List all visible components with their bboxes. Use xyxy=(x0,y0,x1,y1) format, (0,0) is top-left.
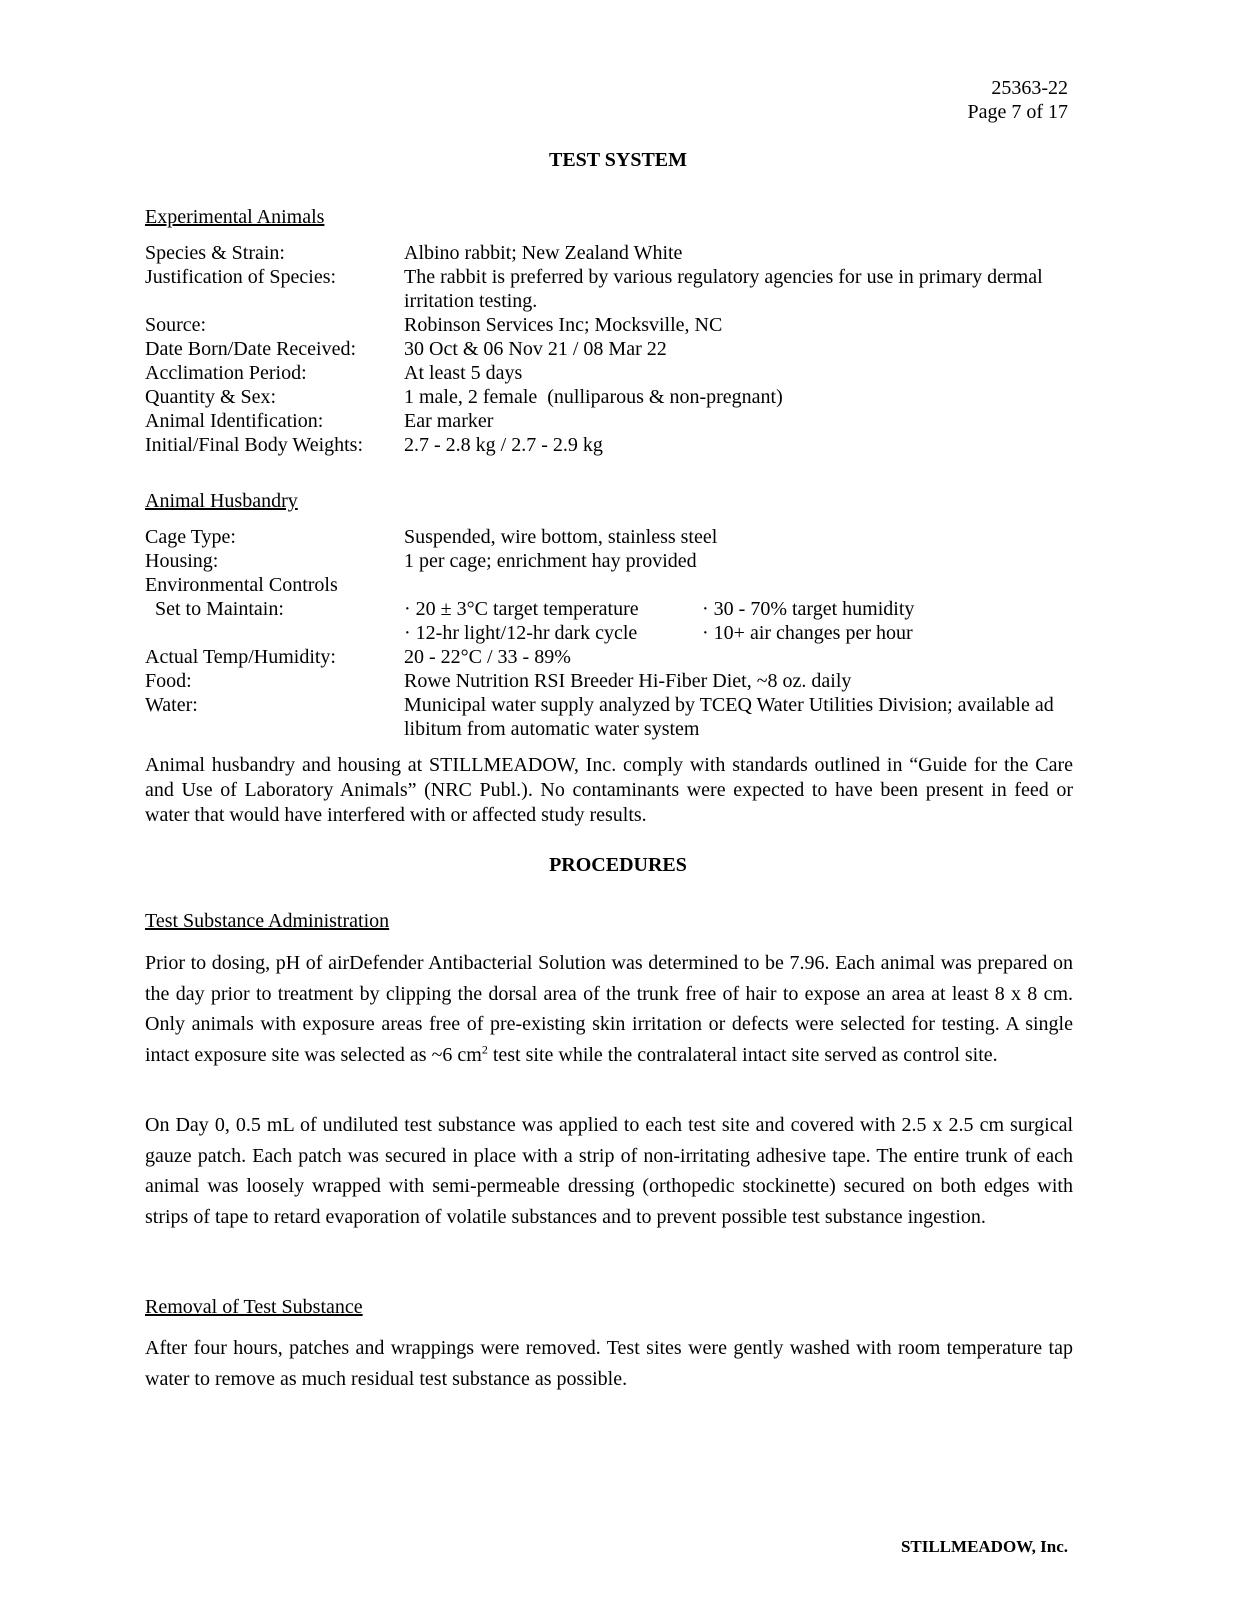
subheading-experimental-animals: Experimental Animals xyxy=(145,206,325,228)
field-value: Albino rabbit; New Zealand White xyxy=(404,242,683,264)
field-value: 2.7 - 2.8 kg / 2.7 - 2.9 kg xyxy=(404,434,603,456)
field-label: Environmental Controls xyxy=(145,574,338,596)
paragraph-text: Prior to dosing, pH of airDefender Antibacterial Solution was determined to be 7.96. Each animal was prepared on the day prior to treatment by clipping the dorsal area of the trunk free of hair to expose an area at least 8 x 8 cm. Only animals with exposure areas free of pre-existing skin irritation or defects were selected for testing. A single intact exposure site was selected as ~6 cm xyxy=(145,952,1073,1066)
field-label: Acclimation Period: xyxy=(145,362,307,384)
field-value: 20 - 22°C / 33 - 89% xyxy=(404,646,571,668)
field-label: Justification of Species: xyxy=(145,266,337,288)
field-label: Quantity & Sex: xyxy=(145,386,277,408)
field-label: Source: xyxy=(145,314,207,336)
footer-company: STILLMEADOW, Inc. xyxy=(900,1537,1068,1556)
administration-paragraph-1 xyxy=(145,948,1073,1070)
page-header xyxy=(967,76,1068,124)
field-label: Water: xyxy=(145,694,198,716)
field-label: Food: xyxy=(145,670,192,692)
field-label: Species & Strain: xyxy=(145,242,285,264)
field-value: Robinson Services Inc; Mocksville, NC xyxy=(404,314,723,336)
control-light-cycle: · 12-hr light/12-hr dark cycle xyxy=(404,622,638,644)
administration-paragraph-2: On Day 0, 0.5 mL of undiluted test substance was applied to each test site and covered with 2.5 x 2.5 cm surgical gauze patch. Each patch was secured in place with a strip of non-irritating adhesive tape. The entire trunk of each animal was loosely wrapped with semi-permeable dressing (orthopedic stockinette) secured on both edges with strips of tape to retard evaporation of volatile substances and to prevent possible test substance ingestion. xyxy=(145,1114,1073,1228)
field-label: Cage Type: xyxy=(145,526,236,548)
field-label: Initial/Final Body Weights: xyxy=(145,434,364,456)
section-title-test-system: TEST SYSTEM xyxy=(548,149,688,171)
field-value: 30 Oct & 06 Nov 21 / 08 Mar 22 xyxy=(404,338,667,360)
field-value: At least 5 days xyxy=(404,362,523,384)
field-label: Animal Identification: xyxy=(145,410,324,432)
field-value: 1 male, 2 female (nulliparous & non-pregnant) xyxy=(404,386,783,408)
subheading-animal-husbandry: Animal Husbandry xyxy=(145,490,298,512)
field-label: Set to Maintain: xyxy=(155,598,284,620)
control-temperature: · 20 ± 3°C target temperature xyxy=(404,598,639,620)
field-value: Municipal water supply analyzed by TCEQ Water Utilities Division; available ad libitum from automatic water system xyxy=(404,694,1054,740)
control-humidity: · 30 - 70% target humidity xyxy=(702,598,915,620)
section-title-procedures: PROCEDURES xyxy=(549,854,687,876)
page-number: Page 7 of 17 xyxy=(967,101,1068,123)
field-value: 1 per cage; enrichment hay provided xyxy=(404,550,697,572)
husbandry-paragraph: Animal husbandry and housing at STILLMEADOW, Inc. comply with standards outlined in “Guide for the Care and Use of Laboratory Animals” (NRC Publ.). No contaminants were expected to have been present in feed or water that would have interfered with or affected study results. xyxy=(145,754,1073,826)
field-value: Rowe Nutrition RSI Breeder Hi-Fiber Diet, ~8 oz. daily xyxy=(404,670,852,692)
field-label: Actual Temp/Humidity: xyxy=(145,646,336,668)
field-value: Ear marker xyxy=(404,410,494,432)
field-label: Housing: xyxy=(145,550,219,572)
field-label: Date Born/Date Received: xyxy=(145,338,357,360)
field-value: Suspended, wire bottom, stainless steel xyxy=(404,526,718,548)
superscript: 2 xyxy=(481,1041,488,1056)
document-id: 25363-22 xyxy=(991,77,1068,99)
subheading-removal-of-test-substance: Removal of Test Substance xyxy=(145,1296,363,1318)
paragraph-text: test site while the contralateral intact site served as control site. xyxy=(487,1043,998,1066)
control-air-changes: · 10+ air changes per hour xyxy=(702,622,913,644)
subheading-test-substance-administration: Test Substance Administration xyxy=(145,910,390,932)
field-value: The rabbit is preferred by various regulatory agencies for use in primary dermal irritation testing. xyxy=(404,266,1043,312)
removal-paragraph: After four hours, patches and wrappings were removed. Test sites were gently washed with room temperature tap water to remove as much residual test substance as possible. xyxy=(145,1337,1073,1390)
